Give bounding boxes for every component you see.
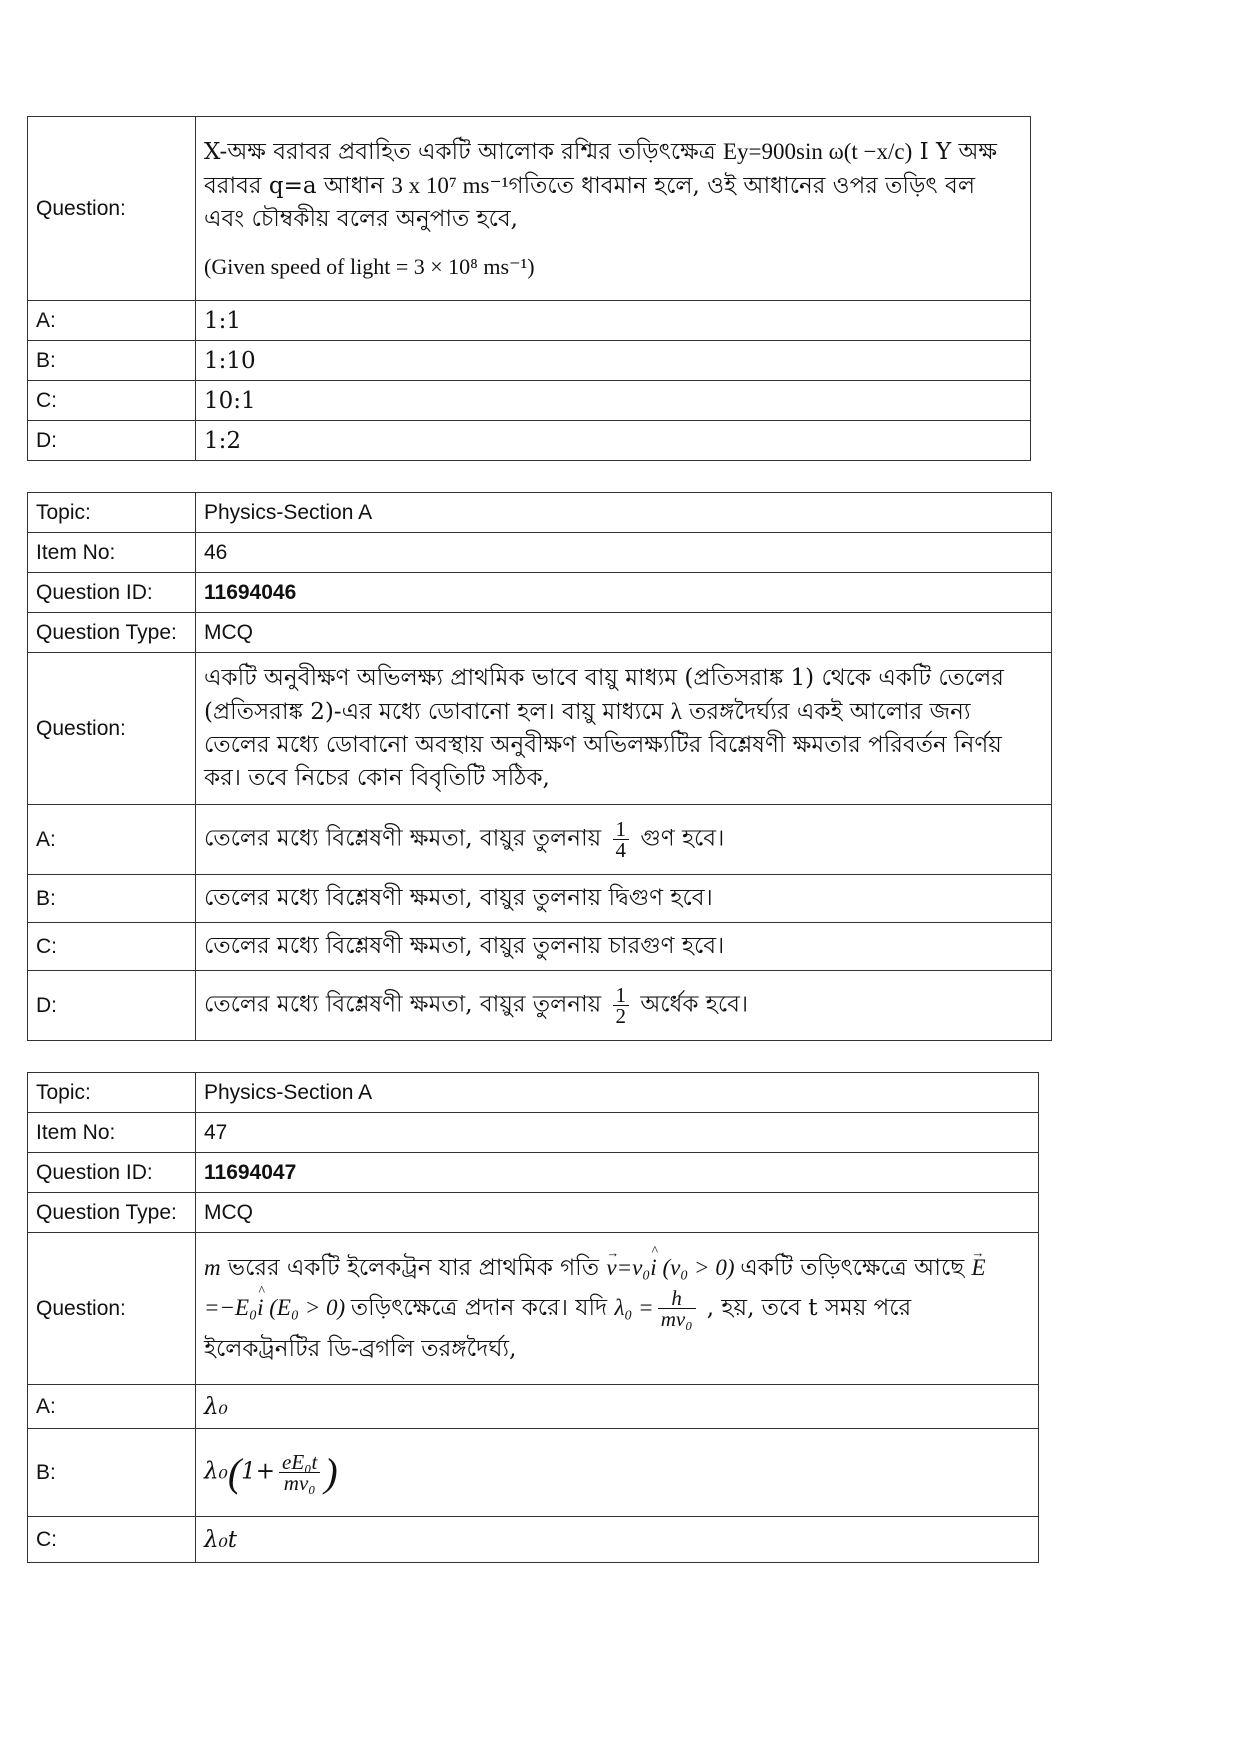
option-c-label: C: [28, 923, 196, 971]
option-c: 10:1 [196, 381, 1031, 421]
option-b-label: B: [28, 341, 196, 381]
question-table-47 [27, 1072, 1039, 1563]
option-b-label: B: [28, 1429, 196, 1517]
option-c: তেলের মধ্যে বিশ্লেষণী ক্ষমতা, বায়ুর তুলনায় চারগুণ হবে। [196, 923, 1052, 971]
field-equation: Ey=900sin ω(t −x/c) [722, 138, 913, 164]
question-id-label: Question ID: [28, 573, 196, 613]
fraction: $\frac{h}{\text{mv₀}}$ [658, 1288, 696, 1329]
question-text: একটি অনুবীক্ষণ অভিলক্ষ্য প্রাথমিক ভাবে বায়ু মাধ্যম (প্রতিসরাঙ্ক 1) থেকে একটি তেলের (প্রতিসরাঙ্ক 2)-এর মধ্যে ডোবানো হল। বায়ু মাধ্যমে λ তরঙ্গদৈর্ঘ্যর একই আলোর জন্য তেলের মধ্যে ডোবানো অবস্থায় অনুবীক্ষণ অভিলক্ষ্যটির বিশ্লেষণী ক্ষমতার পরিবর্তন নির্ণয় কর। তবে নিচের কোন বিবৃতিটি সঠিক, [196, 653, 1052, 805]
option-b: λ₀(1+ $\frac{\text{eE₀t}}{\text{mv₀}}$ ) [196, 1429, 1039, 1517]
option-a: λ₀ [196, 1385, 1039, 1429]
question-label: Question: [28, 117, 196, 301]
topic-value: Physics-Section A [196, 1073, 1039, 1113]
question-text: m ভরের একটি ইলেকট্রন যার প্রাথমিক গতি → v=v₀^ i (v₀ > 0) একটি তড়িৎক্ষেত্রে আছে → E=−E₀^ i (E₀ > 0) তড়িৎক্ষেত্রে প্রদান করে। যদি λ₀ = $\frac{h}{\text{mv₀}}$ , হয়, তবে t সময় পরে ইলেকট্রনটির ডি-ব্রগলি তরঙ্গদৈর্ঘ্য, [196, 1233, 1039, 1385]
option-d: 1:2 [196, 421, 1031, 461]
option-b: 1:10 [196, 341, 1031, 381]
question-type-label: Question Type: [28, 1193, 196, 1233]
option-a-label: A: [28, 805, 196, 875]
question-id-value: 11694046 [196, 573, 1052, 613]
option-c-label: C: [28, 381, 196, 421]
fraction: $\frac{\text{eE₀t}}{\text{mv₀}}$ [279, 1452, 320, 1493]
question-label: Question: [28, 653, 196, 805]
fraction: $\frac{1}{2}$ [613, 985, 630, 1026]
item-no-value: 46 [196, 533, 1052, 573]
question-id-label: Question ID: [28, 1153, 196, 1193]
given-note: (Given speed of light = 3 × 10⁸ ms⁻¹) [204, 253, 535, 279]
charge-speed: 3 x 10⁷ ms⁻¹ [391, 172, 509, 198]
lambda-symbol: λ [670, 699, 682, 724]
fraction: $\frac{1}{4}$ [613, 819, 630, 860]
option-b: তেলের মধ্যে বিশ্লেষণী ক্ষমতা, বায়ুর তুলনায় দ্বিগুণ হবে। [196, 875, 1052, 923]
question-table-45 [27, 116, 1031, 461]
option-d-label: D: [28, 421, 196, 461]
option-a: 1:1 [196, 301, 1031, 341]
item-no-label: Item No: [28, 1113, 196, 1153]
option-a-label: A: [28, 1385, 196, 1429]
question-id-value: 11694047 [196, 1153, 1039, 1193]
topic-label: Topic: [28, 1073, 196, 1113]
option-c: λ₀t [196, 1517, 1039, 1563]
option-d: তেলের মধ্যে বিশ্লেষণী ক্ষমতা, বায়ুর তুলনায় $\frac{1}{2}$ অর্ধেক হবে। [196, 971, 1052, 1041]
unit-vector-i: ^ i [650, 1248, 656, 1288]
option-d-label: D: [28, 971, 196, 1041]
unit-vector-i: ^ i [257, 1288, 263, 1328]
option-c-label: C: [28, 1517, 196, 1563]
question-type-label: Question Type: [28, 613, 196, 653]
field-vector: → E [971, 1248, 985, 1288]
velocity-vector: → v [606, 1248, 616, 1288]
question-type-value: MCQ [196, 613, 1052, 653]
topic-value: Physics-Section A [196, 493, 1052, 533]
option-b-label: B: [28, 875, 196, 923]
question-type-value: MCQ [196, 1193, 1039, 1233]
item-no-label: Item No: [28, 533, 196, 573]
option-a: তেলের মধ্যে বিশ্লেষণী ক্ষমতা, বায়ুর তুলনায় $\frac{1}{4}$ গুণ হবে। [196, 805, 1052, 875]
question-label: Question: [28, 1233, 196, 1385]
question-table-46 [27, 492, 1052, 1041]
item-no-value: 47 [196, 1113, 1039, 1153]
topic-label: Topic: [28, 493, 196, 533]
question-text: X-অক্ষ বরাবর প্রবাহিত একটি আলোক রশ্মির তড়িৎক্ষেত্র Ey=900sin ω(t −x/c) I Y অক্ষ বরাবর q=a আধান 3 x 10⁷ ms⁻¹গতিতে ধাবমান হলে, ওই আধানের ওপর তড়িৎ বল এবং চৌম্বকীয় বলের অনুপাত হবে, (Given speed of light = 3 × 10⁸ ms⁻¹) [196, 117, 1031, 301]
option-a-label: A: [28, 301, 196, 341]
